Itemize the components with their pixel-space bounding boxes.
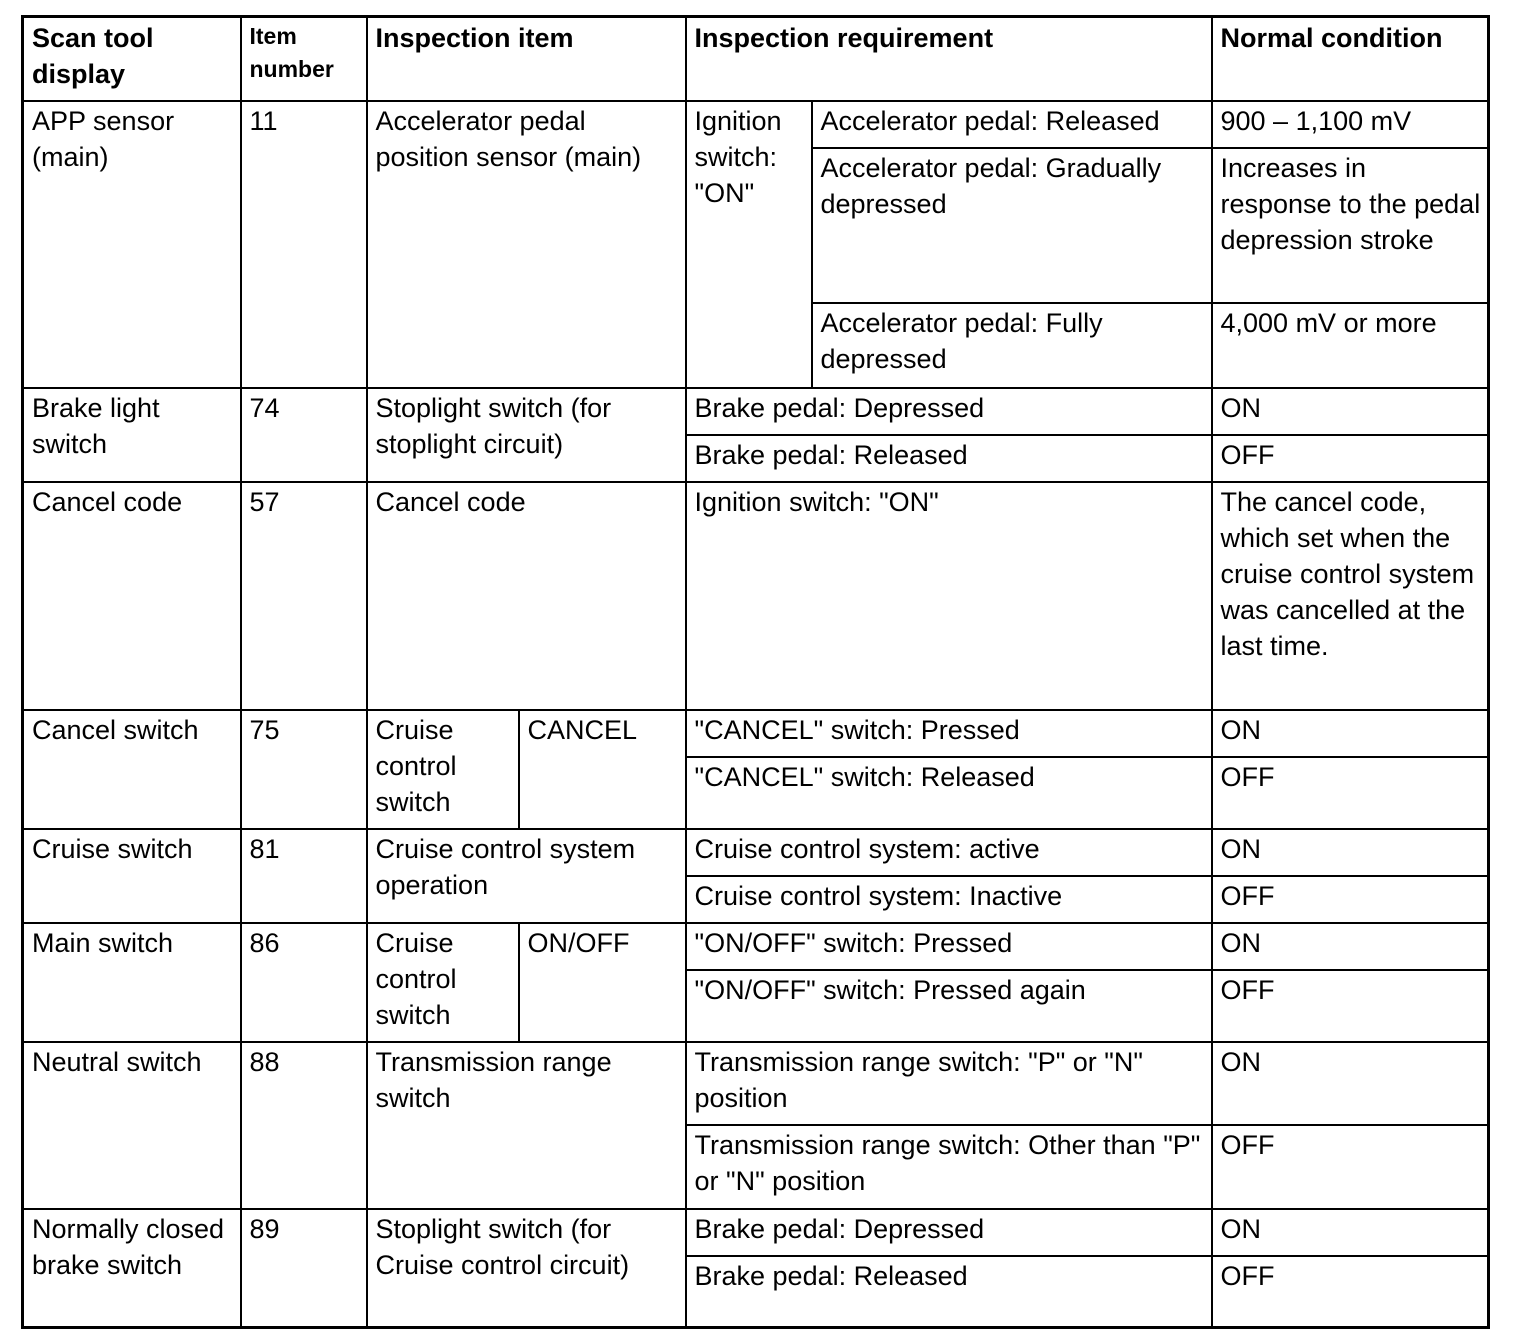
header-item-number: Item number [241, 17, 367, 101]
table-row [23, 101, 1489, 148]
requirement-cell: Cruise control system: active [686, 829, 1212, 876]
requirement-cell: Transmission range switch: Other than "P" or "N" position [686, 1125, 1212, 1209]
inspection-item-cell: Cruise control switch [367, 923, 519, 1042]
table-row [23, 923, 1489, 970]
item-number-cell: 86 [241, 923, 367, 1042]
header-inspection-item: Inspection item [367, 17, 686, 101]
item-number-cell: 75 [241, 710, 367, 829]
inspection-subitem-cell: ON/OFF [519, 923, 686, 1042]
condition-cell: ON [1212, 829, 1489, 876]
requirement-cell: Accelerator pedal: Fully depressed [812, 303, 1212, 388]
scan-display-cell: Neutral switch [23, 1042, 241, 1209]
scan-display-cell: Cancel code [23, 482, 241, 710]
inspection-subitem-cell: CANCEL [519, 710, 686, 829]
scan-display-cell: Brake light switch [23, 388, 241, 482]
item-number-cell: 11 [241, 101, 367, 388]
scan-display-cell: Normally closed brake switch [23, 1209, 241, 1328]
item-number-cell: 74 [241, 388, 367, 482]
inspection-item-cell: Accelerator pedal position sensor (main) [367, 101, 686, 388]
table-row [23, 1209, 1489, 1256]
table-row [23, 1042, 1489, 1125]
item-number-cell: 89 [241, 1209, 367, 1328]
requirement-cell: "CANCEL" switch: Pressed [686, 710, 1212, 757]
table-row [23, 710, 1489, 757]
condition-cell: ON [1212, 1042, 1489, 1125]
condition-cell: Increases in response to the pedal depression stroke [1212, 148, 1489, 303]
scan-display-cell: Main switch [23, 923, 241, 1042]
inspection-item-cell: Transmission range switch [367, 1042, 686, 1209]
requirement-cell: Accelerator pedal: Gradually depressed [812, 148, 1212, 303]
table-row [23, 482, 1489, 710]
inspection-item-cell: Cruise control switch [367, 710, 519, 829]
condition-cell: OFF [1212, 757, 1489, 829]
inspection-item-cell: Stoplight switch (for Cruise control circuit) [367, 1209, 686, 1328]
header-inspection-requirement: Inspection requirement [686, 17, 1212, 101]
header-row [23, 17, 1489, 101]
condition-cell: 900 – 1,100 mV [1212, 101, 1489, 148]
requirement-cell: Cruise control system: Inactive [686, 876, 1212, 923]
condition-cell: OFF [1212, 1125, 1489, 1209]
condition-cell: OFF [1212, 876, 1489, 923]
header-normal-condition: Normal condition [1212, 17, 1489, 101]
condition-cell: ON [1212, 1209, 1489, 1256]
inspection-table [21, 15, 1490, 1329]
item-number-cell: 81 [241, 829, 367, 923]
requirement-cell: Brake pedal: Released [686, 1256, 1212, 1328]
inspection-item-cell: Cancel code [367, 482, 686, 710]
scan-display-cell: APP sensor (main) [23, 101, 241, 388]
requirement-cell: Brake pedal: Released [686, 435, 1212, 482]
scan-display-cell: Cancel switch [23, 710, 241, 829]
requirement-cell: Brake pedal: Depressed [686, 1209, 1212, 1256]
requirement-cell: Ignition switch: "ON" [686, 482, 1212, 710]
requirement-group-cell: Ignition switch: "ON" [686, 101, 812, 388]
requirement-cell: "ON/OFF" switch: Pressed again [686, 970, 1212, 1042]
item-number-cell: 88 [241, 1042, 367, 1209]
condition-cell: OFF [1212, 970, 1489, 1042]
header-scan-tool-display: Scan tool display [23, 17, 241, 101]
requirement-cell: Transmission range switch: "P" or "N" position [686, 1042, 1212, 1125]
condition-cell: ON [1212, 710, 1489, 757]
scan-display-cell: Cruise switch [23, 829, 241, 923]
condition-cell: The cancel code, which set when the cruise control system was cancelled at the last time. [1212, 482, 1489, 710]
requirement-cell: Accelerator pedal: Released [812, 101, 1212, 148]
condition-cell: OFF [1212, 1256, 1489, 1328]
condition-cell: OFF [1212, 435, 1489, 482]
table-row [23, 829, 1489, 876]
requirement-cell: "ON/OFF" switch: Pressed [686, 923, 1212, 970]
condition-cell: ON [1212, 388, 1489, 435]
requirement-cell: "CANCEL" switch: Released [686, 757, 1212, 829]
requirement-cell: Brake pedal: Depressed [686, 388, 1212, 435]
condition-cell: ON [1212, 923, 1489, 970]
table-row [23, 388, 1489, 435]
inspection-item-cell: Stoplight switch (for stoplight circuit) [367, 388, 686, 482]
condition-cell: 4,000 mV or more [1212, 303, 1489, 388]
item-number-cell: 57 [241, 482, 367, 710]
inspection-item-cell: Cruise control system operation [367, 829, 686, 923]
